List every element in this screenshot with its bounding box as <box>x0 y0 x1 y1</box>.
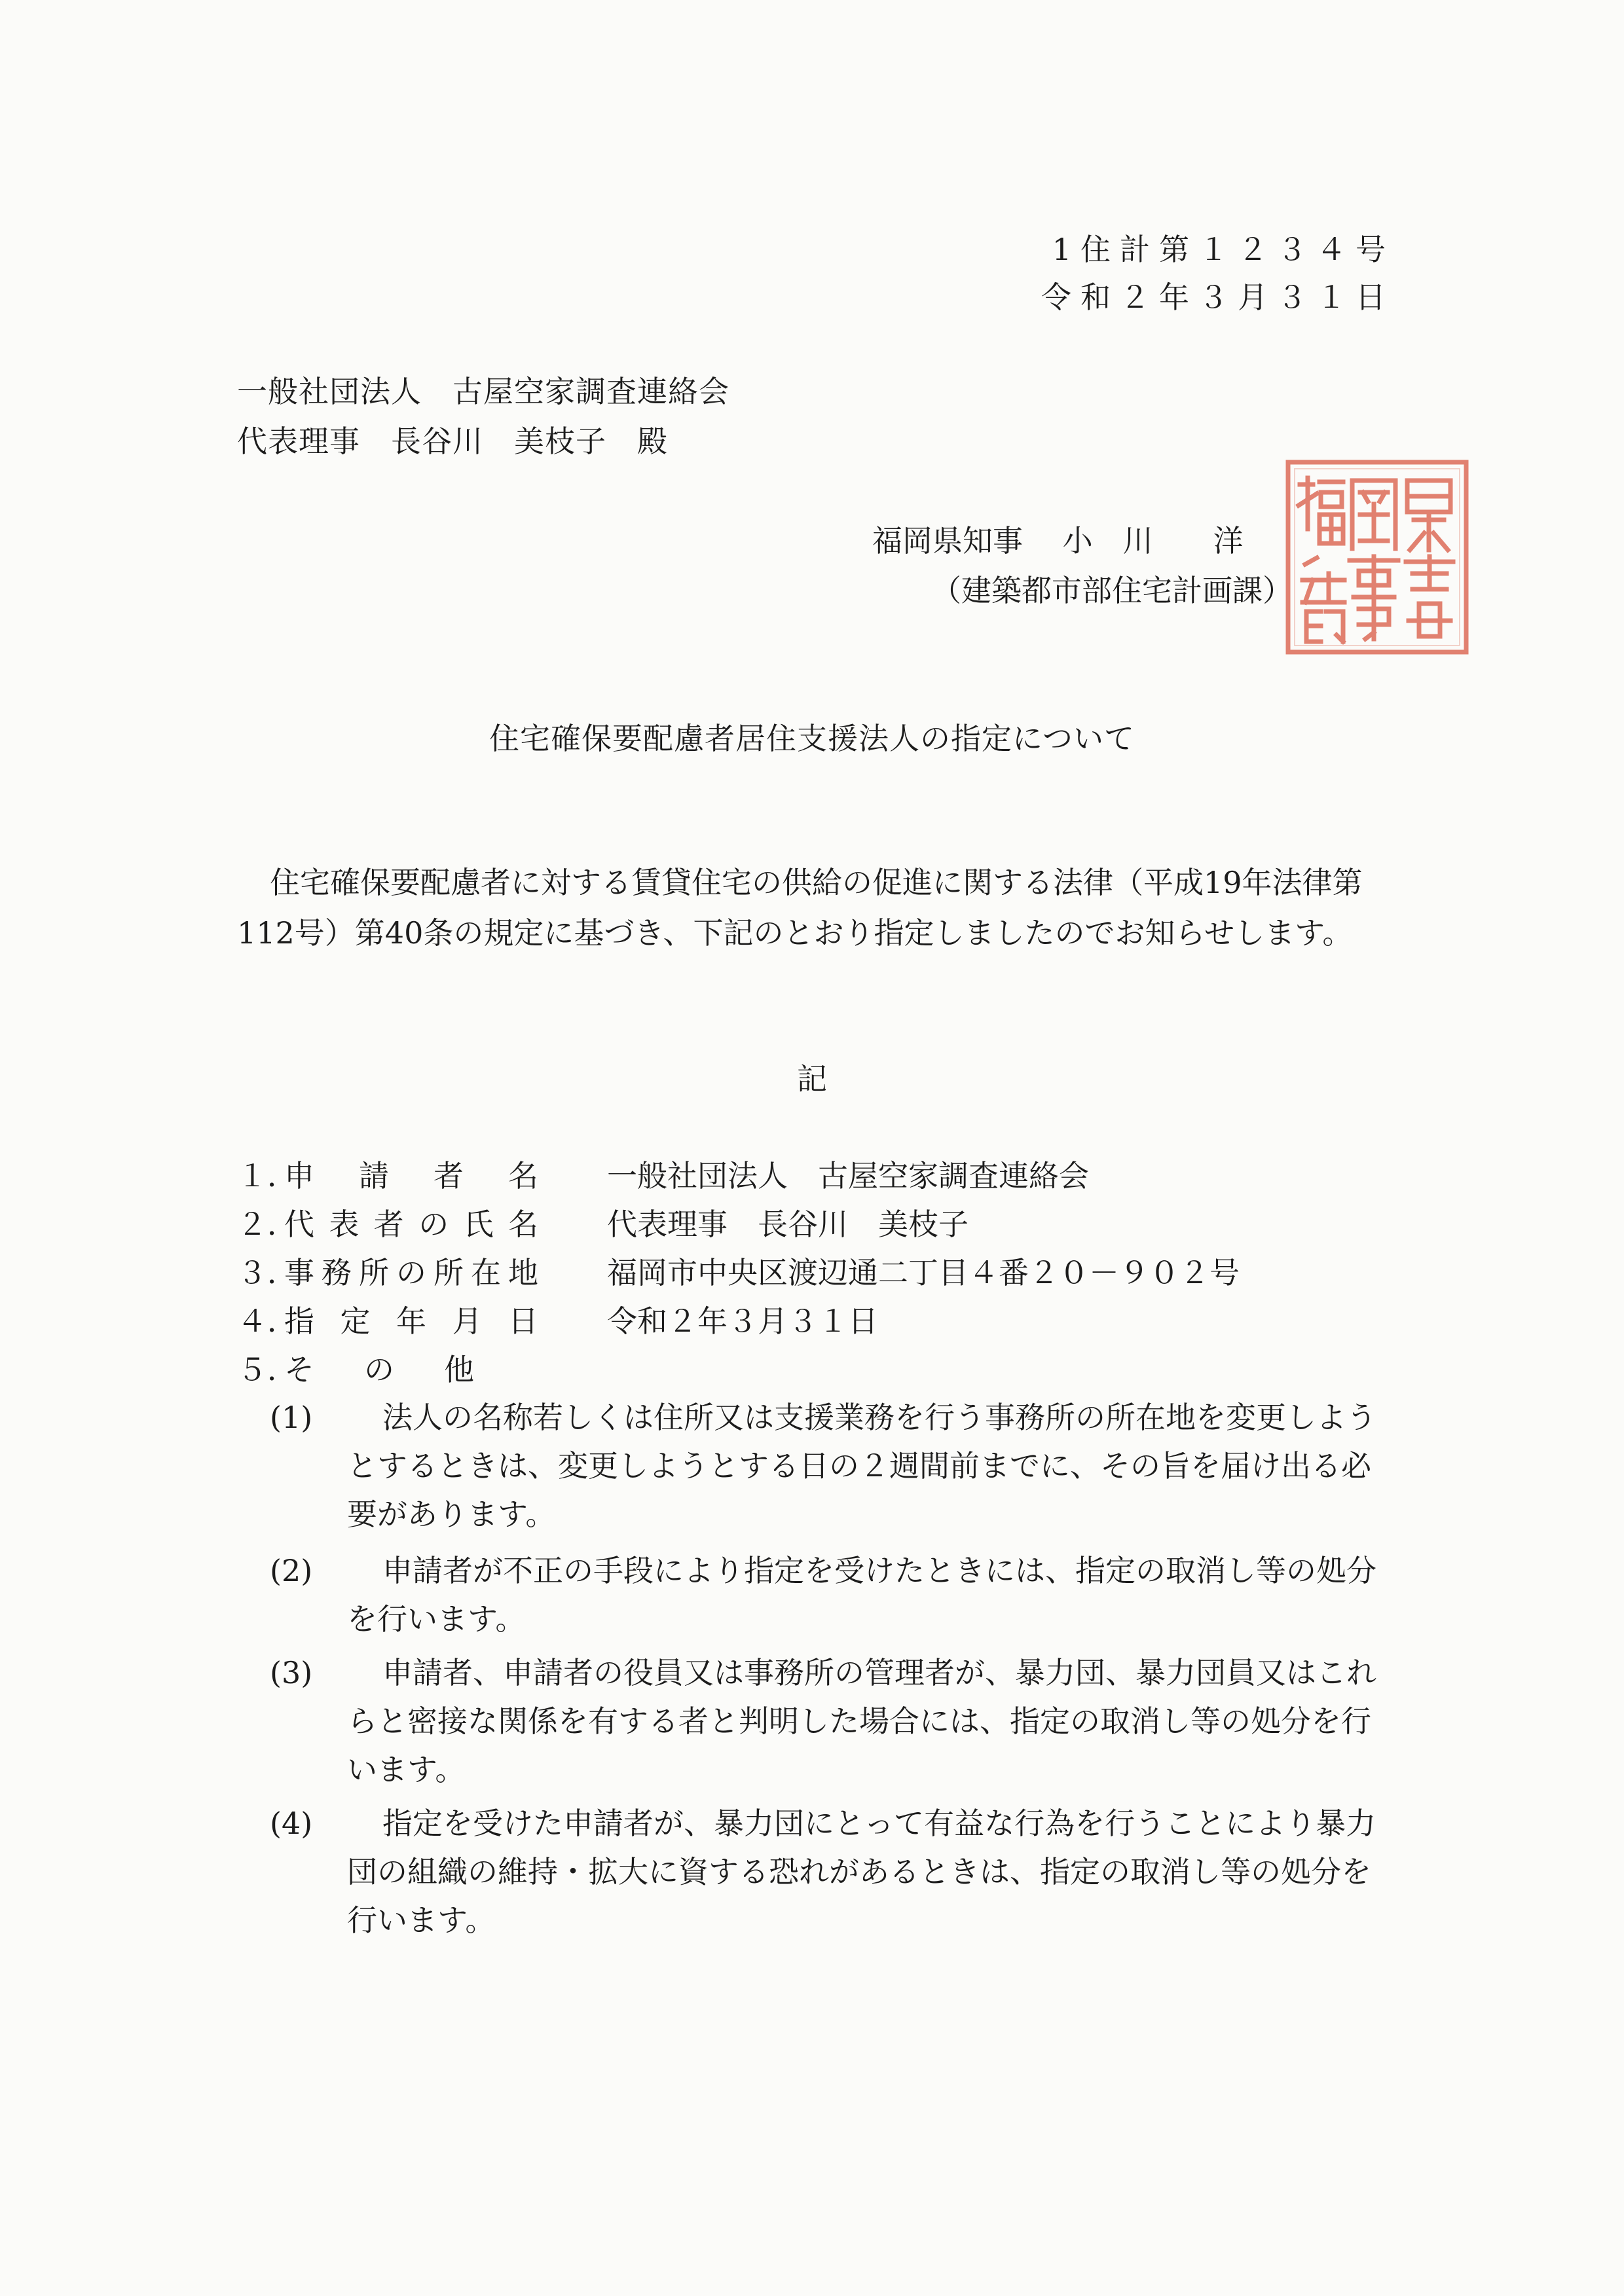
sender-name: 福岡県知事 小 川 洋 <box>872 523 1244 558</box>
note-number: (4) <box>270 1806 313 1841</box>
item-number: ５． <box>237 1352 297 1387</box>
sender-department: （建築都市部住宅計画課） <box>931 573 1293 608</box>
note-item <box>270 1799 1396 1944</box>
list-item <box>237 1298 878 1339</box>
note-item <box>270 1546 1396 1643</box>
addressee-organization: 一般社団法人 古屋空家調査連絡会 <box>237 374 729 409</box>
official-seal <box>1279 452 1475 663</box>
item-value: 一般社団法人 古屋空家調査連絡会 <box>607 1158 1089 1194</box>
item-label: その他 <box>284 1352 474 1387</box>
document-number: 1住計第１２３４号 <box>1052 232 1395 267</box>
addressee-representative: 代表理事 長谷川 美枝子 殿 <box>237 424 668 459</box>
list-item <box>237 1201 969 1242</box>
item-label: 指定年月日 <box>284 1303 538 1339</box>
item-label: 代表者の氏名 <box>284 1207 538 1242</box>
document-date: 令和２年３月３１日 <box>1041 280 1395 315</box>
body-paragraph: 住宅確保要配慮者に対する賃貸住宅の供給の促進に関する法律（平成19年法律第112号）第40条の規定に基づき、下記のとおり指定しましたのでお知らせします。 <box>237 865 1363 951</box>
item-number: ２． <box>237 1207 297 1242</box>
item-number: １． <box>237 1158 297 1194</box>
document-subject: 住宅確保要配慮者居住支援法人の指定について <box>489 721 1135 756</box>
note-number: (2) <box>270 1553 313 1588</box>
note-number: (1) <box>270 1400 313 1435</box>
note-text: 申請者、申請者の役員又は事務所の管理者が、暴力団、暴力団員又はこれらと密接な関係を有する者と判明した場合には、指定の取消し等の処分を行います。 <box>347 1655 1376 1787</box>
note-text: 指定を受けた申請者が、暴力団にとって有益な行為を行うことにより暴力団の組織の維持・拡大に資する恐れがあるときは、指定の取消し等の処分を行います。 <box>347 1806 1376 1938</box>
note-item <box>270 1393 1396 1539</box>
note-item <box>270 1649 1396 1794</box>
list-item <box>237 1152 1089 1194</box>
list-item <box>237 1346 474 1385</box>
item-label: 申請者名 <box>284 1158 538 1194</box>
item-value: 福岡市中央区渡辺通二丁目４番２０－９０２号 <box>607 1255 1240 1290</box>
note-number: (3) <box>270 1655 313 1690</box>
note-text: 申請者が不正の手段により指定を受けたときには、指定の取消し等の処分を行います。 <box>347 1553 1376 1637</box>
note-text: 法人の名称若しくは住所又は支援業務を行う事務所の所在地を変更しようとするときは、変更しようとする日の２週間前までに、その旨を届け出る必要があります。 <box>347 1400 1376 1532</box>
item-number: ３． <box>237 1255 297 1290</box>
item-number: ４． <box>237 1303 297 1339</box>
item-label: 事務所の所在地 <box>284 1255 538 1290</box>
list-item <box>237 1249 1240 1290</box>
ki-heading: 記 <box>797 1061 827 1097</box>
item-value: 代表理事 長谷川 美枝子 <box>607 1207 969 1242</box>
item-value: 令和２年３月３１日 <box>607 1303 878 1339</box>
